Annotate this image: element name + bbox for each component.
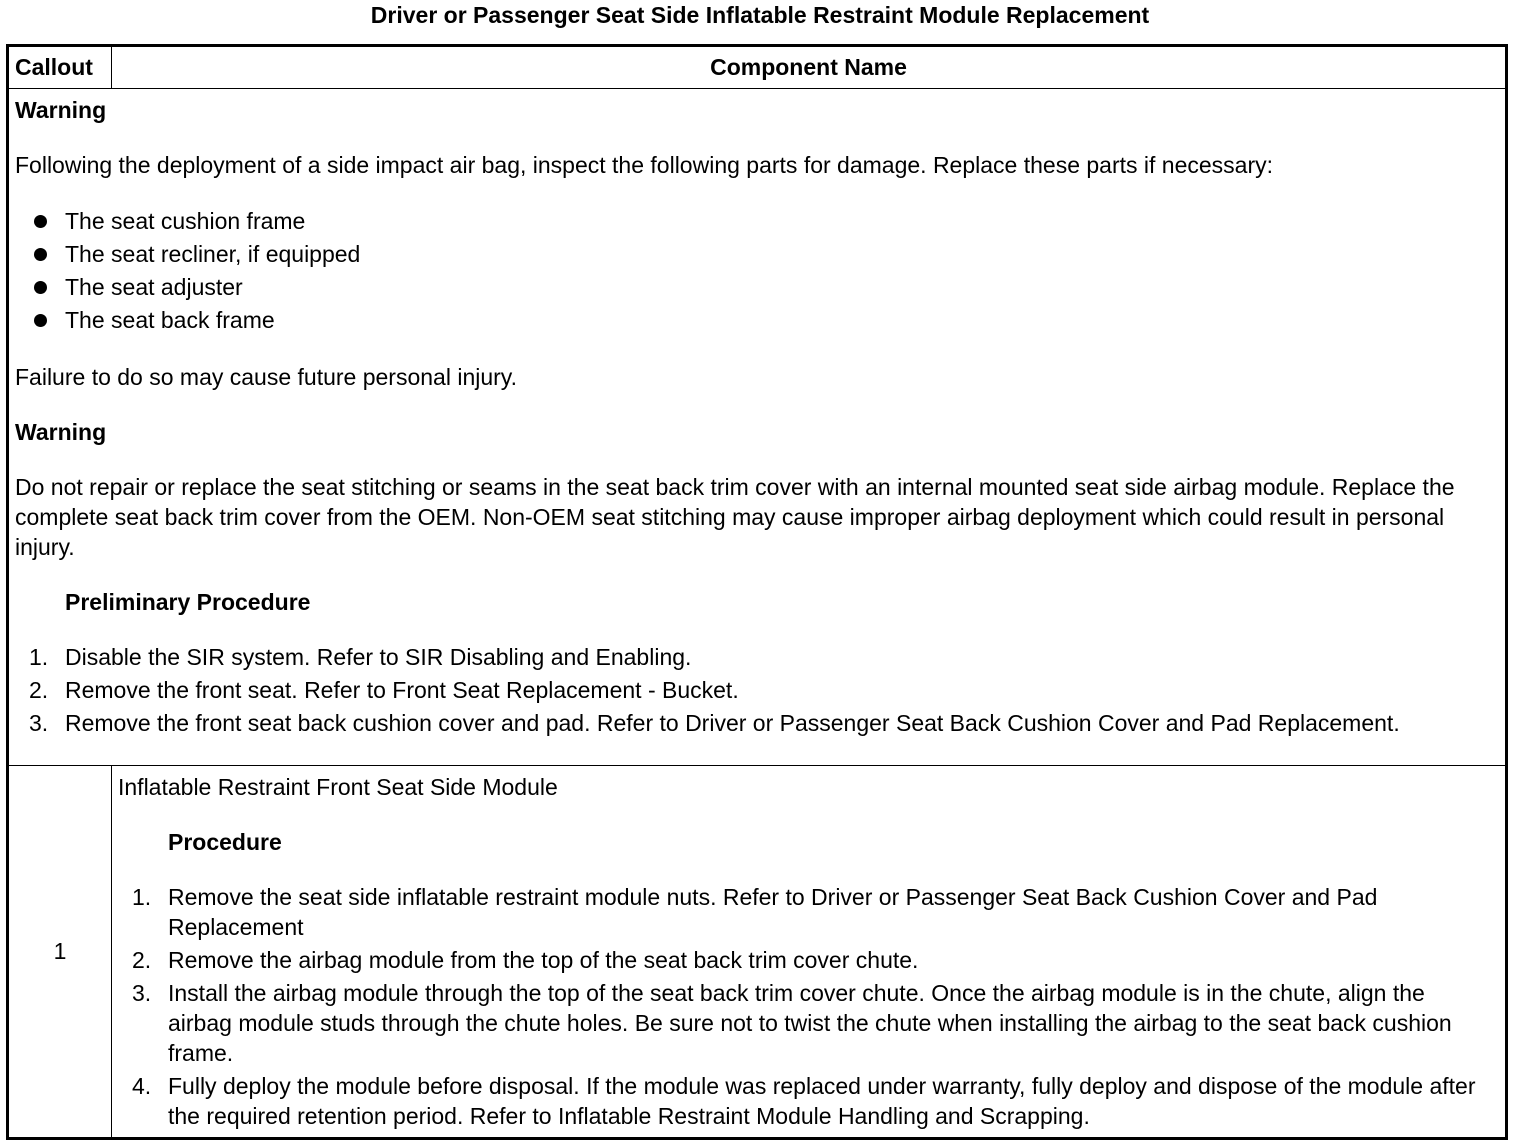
bullet-icon	[34, 248, 47, 261]
procedure-table	[6, 44, 1508, 1140]
bullet-icon	[34, 314, 47, 327]
bullet-icon	[34, 281, 47, 294]
page-title: Driver or Passenger Seat Side Inflatable Restraint Module Replacement	[370, 2, 1150, 28]
list-item: The seat adjuster	[15, 271, 1499, 304]
inspect-parts-list	[15, 205, 1499, 337]
preliminary-heading: Preliminary Procedure	[65, 589, 311, 615]
table-header-row	[8, 46, 1507, 89]
callout-number: 1	[8, 766, 112, 1139]
preliminary-cell	[8, 89, 1507, 766]
warning-label: Warning	[15, 419, 107, 445]
callout-column-header: Callout	[8, 46, 112, 89]
list-item: 1. Remove the seat side inflatable restraint module nuts. Refer to Driver or Passenger Seat Back Cushion Cover and Pad Replacement	[132, 884, 1378, 940]
component-cell	[112, 766, 1507, 1139]
procedure-steps	[118, 882, 1495, 1131]
list-item: 3. Install the airbag module through the top of the seat back trim cover chute. Once the airbag module is in the chute, align the airbag module studs through the chute holes. Be sure not to twist the chute when installing the airbag to the seat back cushion frame.	[132, 980, 1452, 1066]
warning-outro: Failure to do so may cause future personal injury.	[15, 364, 517, 390]
list-item: The seat recliner, if equipped	[15, 238, 1499, 271]
list-item: 2. Remove the airbag module from the top of the seat back trim cover chute.	[132, 947, 919, 973]
warning-intro: Following the deployment of a side impact air bag, inspect the following parts for damage. Replace these parts if necessary:	[15, 152, 1274, 178]
procedure-heading: Procedure	[168, 829, 282, 855]
list-item: The seat back frame	[15, 304, 1499, 337]
list-item: 2. Remove the front seat. Refer to Front Seat Replacement - Bucket.	[29, 677, 739, 703]
list-item: 3. Remove the front seat back cushion cover and pad. Refer to Driver or Passenger Seat Back Cushion Cover and Pad Replacement.	[29, 710, 1400, 736]
list-item: The seat cushion frame	[15, 205, 1499, 238]
preliminary-steps	[15, 642, 1499, 738]
component-name: Inflatable Restraint Front Seat Side Module	[118, 774, 558, 800]
list-item: 4. Fully deploy the module before disposal. If the module was replaced under warranty, fully deploy and dispose of the module after the required retention period. Refer to Inflatable Restraint Module Handling and Scrapping.	[132, 1073, 1476, 1129]
preliminary-row	[8, 89, 1507, 766]
warning-label: Warning	[15, 97, 107, 123]
warning-text: Do not repair or replace the seat stitching or seams in the seat back trim cover with an internal mounted seat side airbag module. Replace the complete seat back trim cover from the OEM. Non-OEM seat stitching may cause improper airbag deployment which could result in personal injury.	[15, 474, 1455, 560]
component-column-header: Component Name	[112, 46, 1507, 89]
table-row	[8, 766, 1507, 1139]
bullet-icon	[34, 215, 47, 228]
list-item: 1. Disable the SIR system. Refer to SIR Disabling and Enabling.	[29, 644, 692, 670]
